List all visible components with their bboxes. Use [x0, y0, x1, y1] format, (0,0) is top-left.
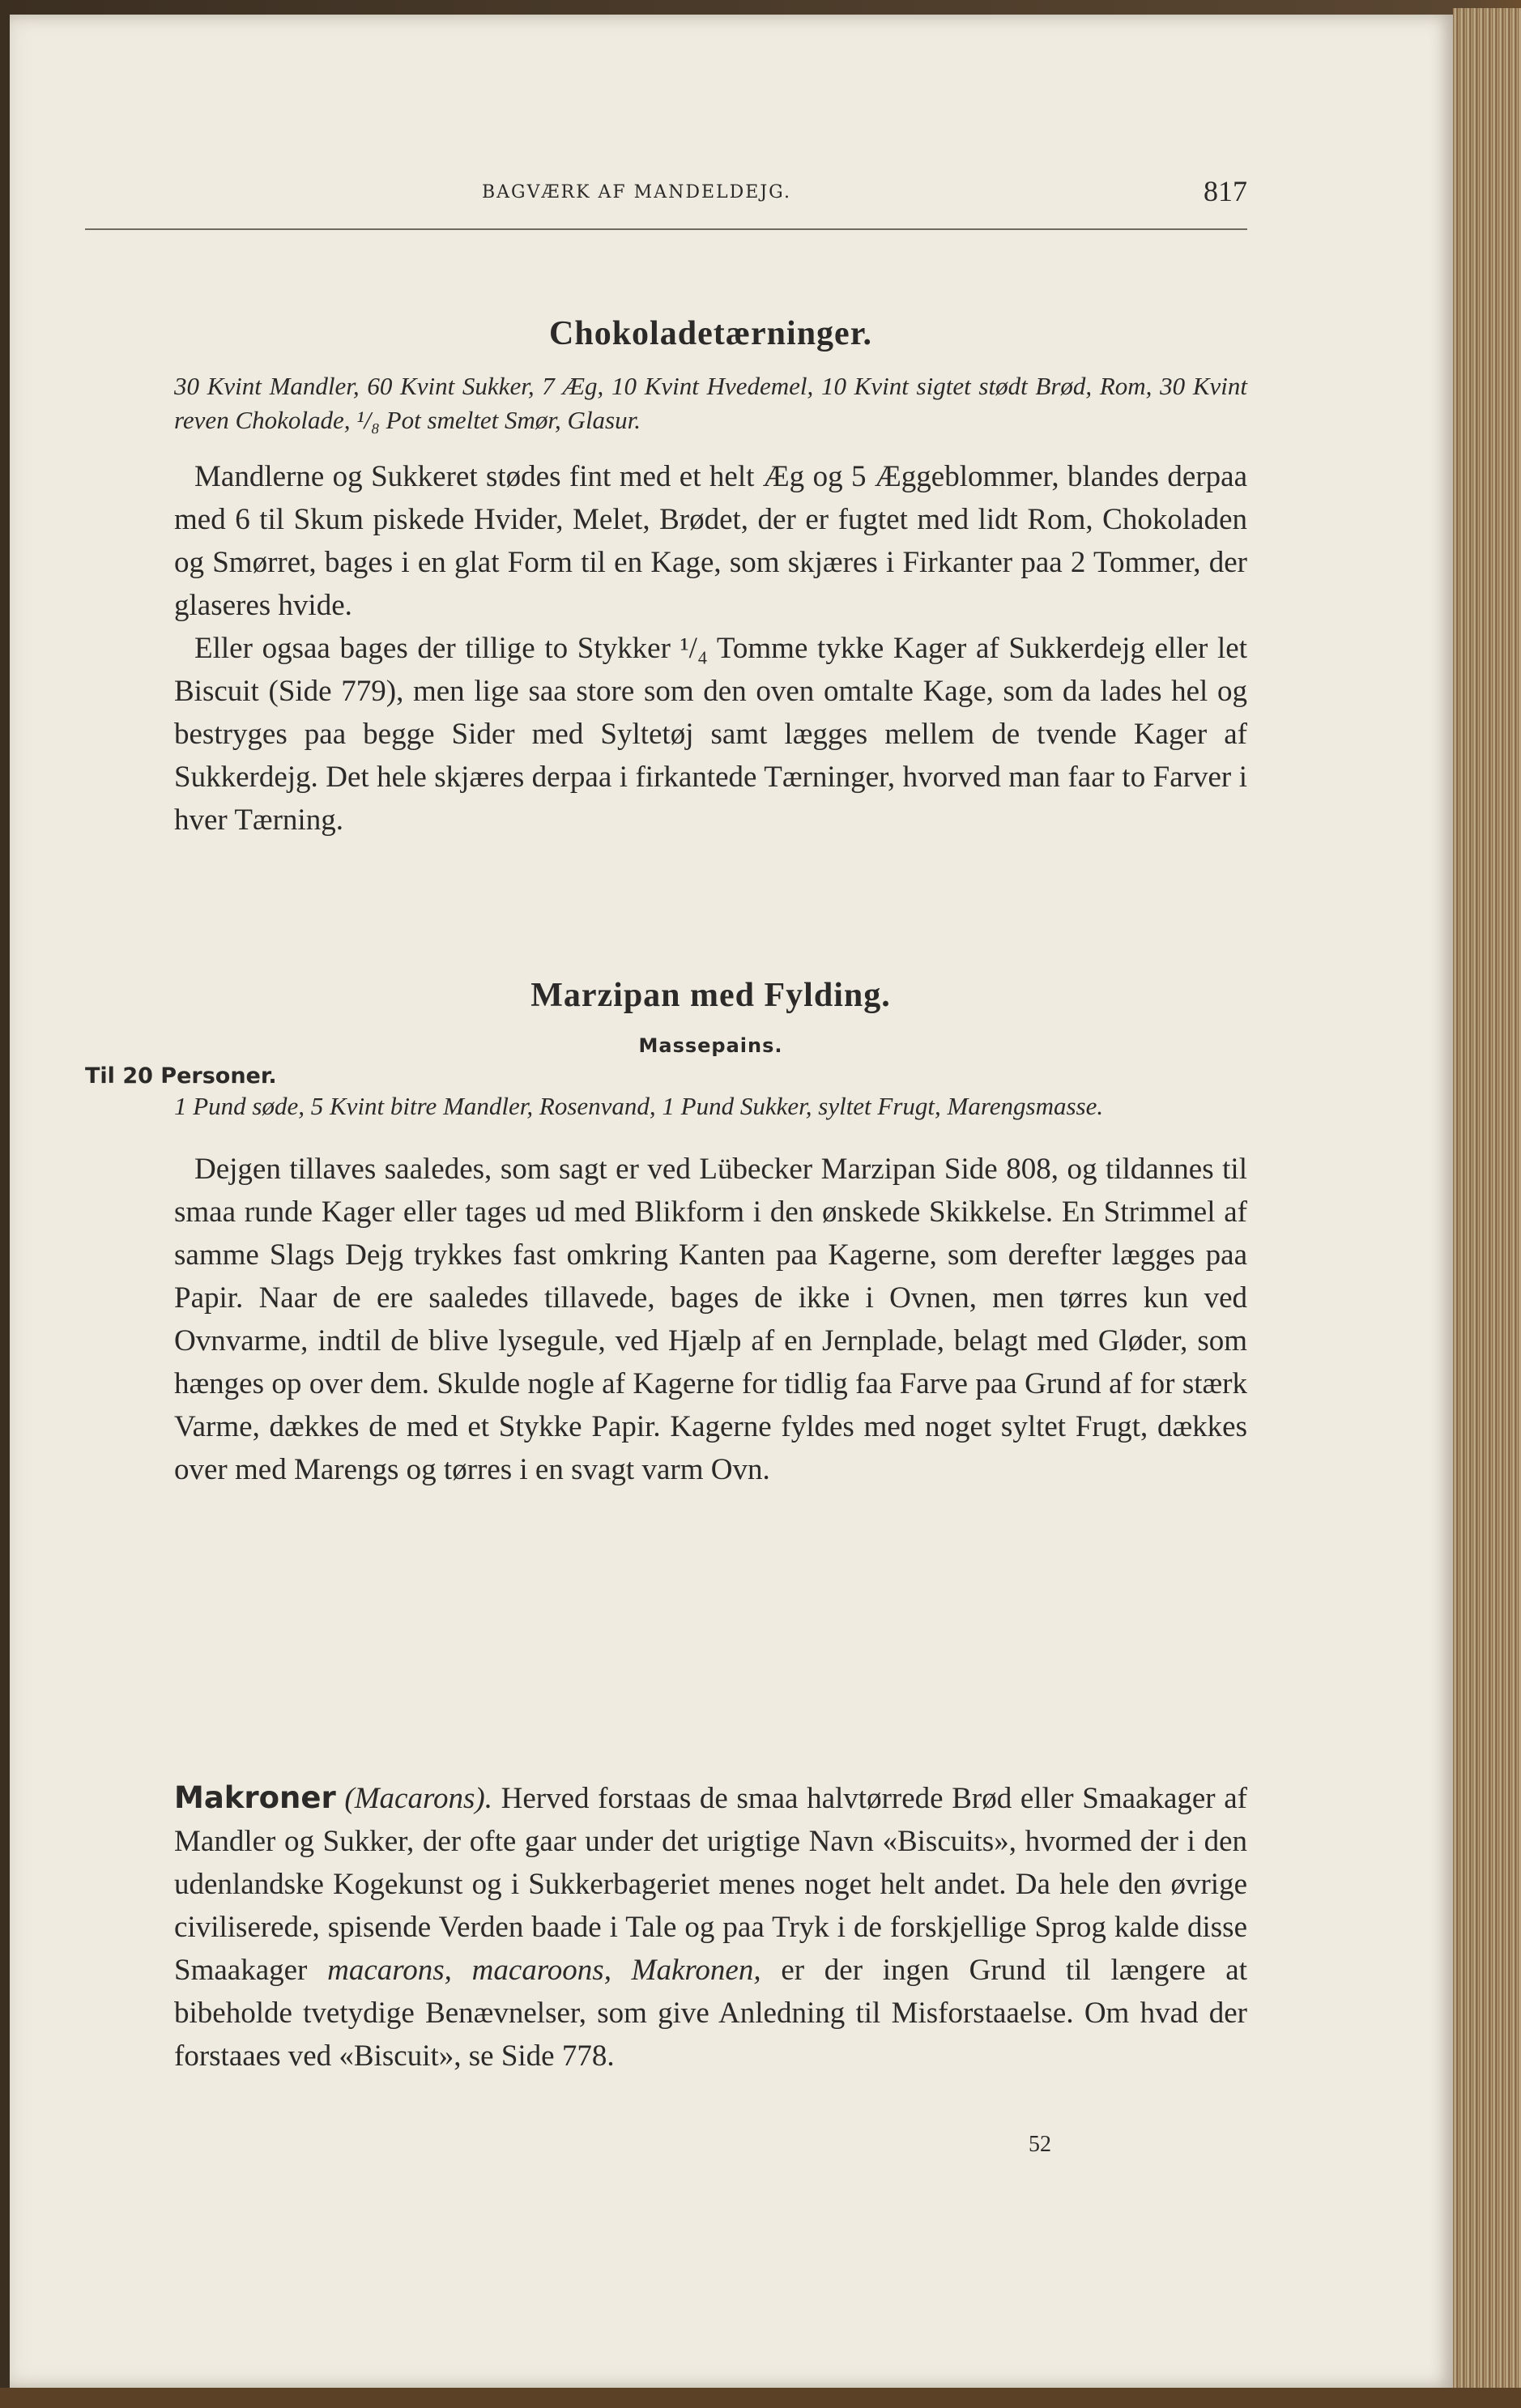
- page-edges: [1453, 8, 1521, 2397]
- body-paragraph: [174, 1776, 1247, 2078]
- section-subtitle: Massepains.: [638, 1034, 783, 1057]
- section-chokoladetaerninger: [174, 314, 1247, 842]
- lead-term: Makroner: [174, 1780, 336, 1815]
- running-header: [174, 174, 1247, 215]
- signature-number: 52: [1029, 2132, 1051, 2157]
- italic-terms: macarons, macaroons, Makronen,: [327, 1954, 761, 1987]
- page-number: 817: [1204, 175, 1247, 207]
- header-rule: [85, 228, 1247, 230]
- section-title: Marzipan med Fylding.: [530, 977, 891, 1014]
- paragraph-text: er der ingen Grund til længere at bibeholde tvetydige Benævnelser, som give Anledning til Misforstaaelse. Om hvad der forstaaes ved «Biscuit», se Side 778.: [174, 1954, 1248, 2073]
- section-marzipan: [85, 976, 1247, 1491]
- ingredients-list: 1 Pund søde, 5 Kvint bitre Mandler, Rosenvand, 1 Pund Sukker, syltet Frugt, Marengsmasse.: [174, 1092, 1104, 1120]
- body-paragraph: Eller ogsaa bages der tillige to Stykker ¹/₄ Tomme tykke Kager af Sukkerdejg eller let Biscuit (Side 779), men lige saa store som den oven omtalte Kage, som da lades hel og bestryges paa begge Sider med Syltetøj samt lægges mellem de tvende Kager af Sukkerdejg. Det hele skjæres derpaa i firkantede Tærninger, hvorved man faar to Farver i hver Tærning.: [174, 632, 1247, 837]
- serving-size: Til 20 Personer.: [85, 1063, 277, 1089]
- ingredients-list: 30 Kvint Mandler, 60 Kvint Sukker, 7 Æg, 10 Kvint Hvedemel, 10 Kvint sigtet stødt Brød, Rom, 30 Kvint reven Chokolade, ¹/₈ Pot smeltet Smør, Glasur.: [174, 372, 1247, 434]
- lead-term-translation: (Macarons).: [344, 1782, 492, 1815]
- body-paragraph: Dejgen tillaves saaledes, som sagt er ved Lübecker Marzipan Side 808, og tildannes til smaa runde Kager eller tages ud med Blikform i den ønskede Skikkelse. En Strimmel af samme Slags Dejg trykkes fast omkring Kanten paa Kagerne, som derefter lægges paa Papir. Naar de ere saaledes tillavede, bages de ikke i Ovnen, men tørres kun ved Ovnvarme, indtil de blive lysegule, ved Hjælp af en Jernplade, belagt med Gløder, som hænges op over dem. Skulde nogle af Kagerne for tidlig faa Farve paa Grund af for stærk Varme, dækkes de med et Stykke Papir. Kagerne fyldes med noget syltet Frugt, dækkes over med Marengs og tørres i en svagt varm Ovn.: [174, 1153, 1247, 1486]
- body-paragraph: Mandlerne og Sukkeret stødes fint med et helt Æg og 5 Æggeblommer, blandes derpaa med 6 til Skum piskede Hvider, Melet, Brødet, der er fugtet med lidt Rom, Chokoladen og Smørret, bages i en glat Form til en Kage, som skjæres i Firkanter paa 2 Tommer, der glaseres hvide.: [174, 460, 1247, 622]
- book-bottom-edge: [0, 2388, 1521, 2408]
- section-makroner: [174, 1776, 1247, 2078]
- section-title: Chokoladetærninger.: [549, 315, 872, 352]
- paragraph-text: Herved forstaas de smaa halvtørrede Brød eller Smaakager af Mandler og Sukker, der ofte gaar under det urigtige Navn «Biscuits», hvormed der i den udenlandske Kogekunst og i Sukkerbageriet menes noget helt andet. Da hele den øvrige civiliserede, spisende Verden baade i Tale og paa Tryk i de forskjellige Sprog kalde disse Smaakager: [174, 1782, 1248, 1987]
- running-title: BAGVÆRK AF MANDELDEJG.: [482, 182, 791, 202]
